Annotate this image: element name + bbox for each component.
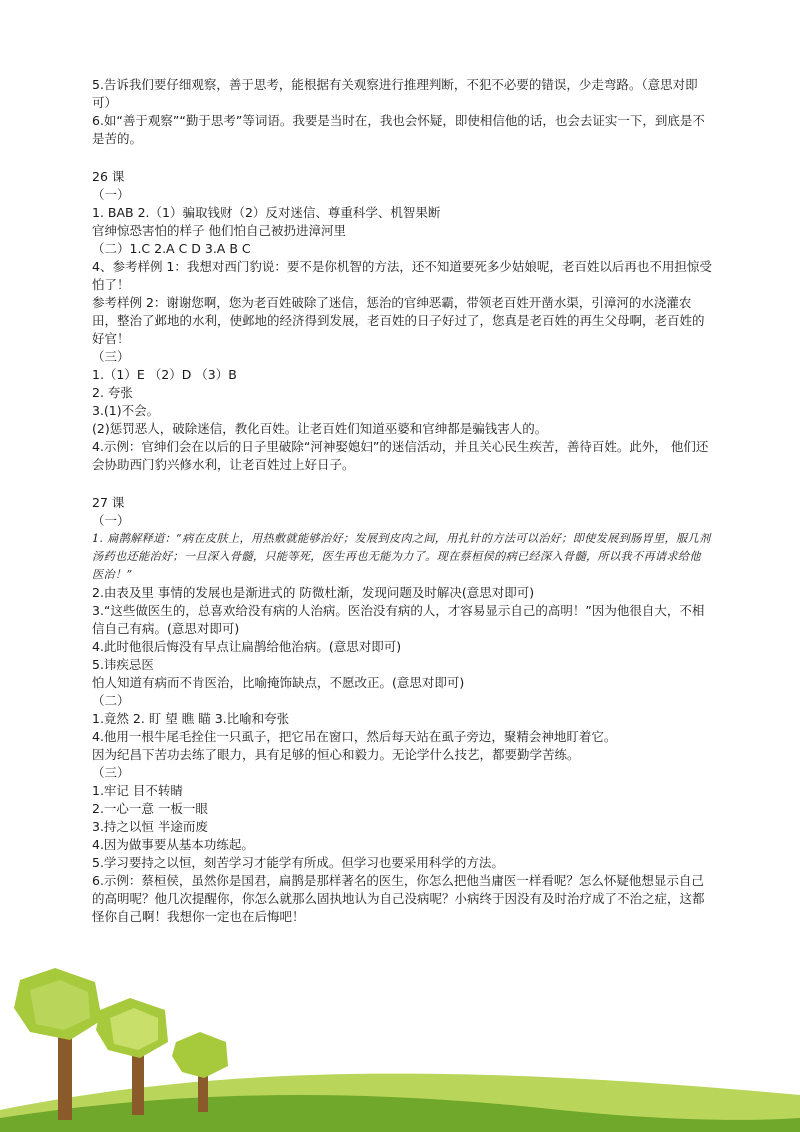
answer-line: 6.如“善于观察”“勤于思考”等词语。我要是当时在，我也会怀疑，即使相信他的话，也会去证实一下，到底是不是苦的。 [92,113,705,146]
answer-line: 3.持之以恒 半途而废 [92,819,208,834]
answer-line: 4.他用一根牛尾毛拴住一只虱子，把它吊在窗口，然后每天站在虱子旁边，聚精会神地盯着它。 [92,729,617,744]
answer-line: 1.（1）E （2）D （3）B [92,367,237,382]
answer-line: 怕人知道有病而不肯医治，比喻掩饰缺点，不愿改正。(意思对即可) [92,675,465,690]
answer-line: （二）1.C 2.A C D 3.A B C [92,241,251,256]
answer-line: 3.“这些做医生的，总喜欢给没有病的人治病。医治没有病的人，才容易显示自己的高明！”因为他很自大，不相信自己有病。(意思对即可) [92,603,705,636]
answer-line: 6.示例：蔡桓侯，虽然你是国君，扁鹊是那样著名的医生，你怎么把他当庸医一样看呢？怎么怀疑他想显示自己的高明呢？他几次提醒你，你怎么就那么固执地认为自己没病呢？小病终于因没有及时治疗成了不治之症，这都怪你自己啊！我想你一定也在后悔吧！ [92,873,705,924]
part-heading: （二） [92,693,130,708]
answer-line: 因为纪昌下苦功去练了眼力，具有足够的恒心和毅力。无论学什么技艺，都要勤学苦练。 [92,747,580,762]
answer-line: 4.因为做事要从基本功练起。 [92,837,254,852]
answer-line: 4.示例：官绅们会在以后的日子里破除“河神娶媳妇”的迷信活动，并且关心民生疾苦，善待百姓。此外， 他们还会协助西门豹兴修水利，让老百姓过上好日子。 [92,439,709,472]
answer-line: 1. 扁鹊解释道：“病在皮肤上，用热敷就能够治好；发展到皮肉之间，用扎针的方法可以治好；即使发展到肠胃里，服几剂汤药也还能治好；一旦深入骨髓，只能等死，医生再也无能为力了。现在蔡桓侯的病已经深入骨髓，所以我不再请求给他医治！” [92,532,711,581]
lesson-26-title: 26 课 [92,169,125,184]
answer-line: 4.此时他很后悔没有早点让扁鹊给他治病。(意思对即可) [92,639,402,654]
answer-line: 2.一心一意 一板一眼 [92,801,208,816]
answer-line: 4、参考样例 1：我想对西门豹说：要不是你机智的方法，还不知道要死多少姑娘呢，老百姓以后再也不用担惊受怕了！ [92,259,712,292]
answer-line: 5.告诉我们要仔细观察，善于思考，能根据有关观察进行推理判断，不犯不必要的错误，少走弯路。（意思对即可） [92,77,698,110]
answer-line: 1.竟然 2. 盯 望 瞧 瞄 3.比喻和夸张 [92,711,290,726]
answer-line: 5.讳疾忌医 [92,657,154,672]
answer-line: 5.学习要持之以恒，刻苦学习才能学有所成。但学习也要采用科学的方法。 [92,855,504,870]
part-heading: （三） [92,349,130,364]
answer-line: (2)惩罚恶人，破除迷信，教化百姓。让老百姓们知道巫婆和官绅都是骗钱害人的。 [92,421,548,436]
answer-line: 参考样例 2：谢谢您啊，您为老百姓破除了迷信，惩治的官绅恶霸，带领老百姓开凿水渠，引漳河的水浇灌农田，整治了邺地的水利，使邺地的经济得到发展，老百姓的日子好过了，您真是老百姓的再生父母啊，老百姓的好官！ [92,295,705,346]
answer-sheet [92,76,712,926]
answer-line: 3.(1)不会。 [92,403,160,418]
answer-line: 1.牢记 目不转睛 [92,783,183,798]
answer-line: 2. 夸张 [92,385,133,400]
answer-line: 官绅惊恐害怕的样子 他们怕自己被扔进漳河里 [92,223,346,238]
lesson-27-title: 27 课 [92,495,125,510]
part-heading: （一） [92,513,130,528]
answer-line: 2.由表及里 事情的发展也是渐进式的 防微杜渐，发现问题及时解决(意思对即可) [92,585,535,600]
part-heading: （三） [92,765,130,780]
part-heading: （一） [92,187,130,202]
answer-line: 1. BAB 2.（1）骗取钱财（2）反对迷信、尊重科学、机智果断 [92,205,441,220]
tree-hill-decoration [0,960,800,1132]
